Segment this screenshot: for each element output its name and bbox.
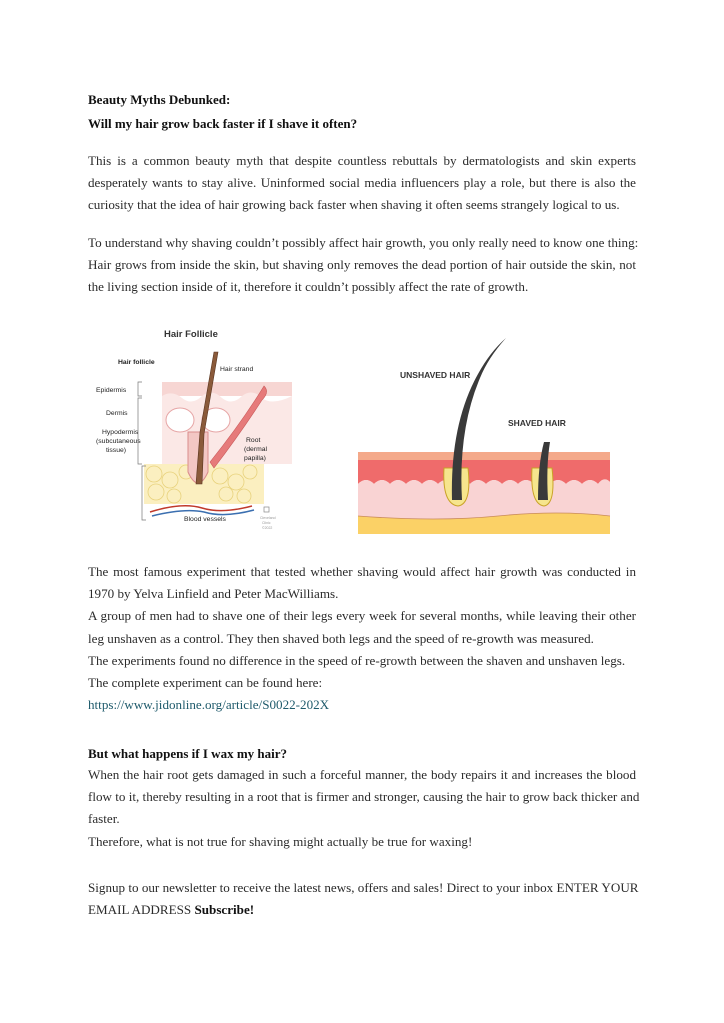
- label-epidermis: Epidermis: [96, 387, 127, 394]
- intro-line: curiosity that the idea of hair growing back faster when shaving it often seems strangely logical to us.: [88, 197, 620, 213]
- article-title: Beauty Myths Debunked:: [88, 92, 231, 107]
- explanation-line: To understand why shaving couldn’t possibly affect hair growth, you only really need to know one thing:: [88, 235, 639, 250]
- explanation-line: the living section inside of it, therefore it couldn’t possibly affect the rate of growth.: [88, 279, 529, 295]
- waxing-paragraph: [88, 764, 640, 853]
- label-hypodermis: (subcutaneous: [96, 438, 141, 445]
- newsletter-line: Signup to our newsletter to receive the latest news, offers and sales! Direct to your inbox ENTER YOUR: [88, 880, 639, 895]
- experiment-line: The most famous experiment that tested whether shaving would affect hair growth was conducted in: [88, 564, 636, 579]
- email-address-prompt[interactable]: EMAIL ADDRESS: [88, 902, 195, 918]
- experiment-paragraph: [88, 561, 636, 716]
- label-root: papilla): [244, 455, 266, 462]
- label-root: Root: [246, 437, 261, 444]
- explanation-line: Hair grows from inside the skin, but shaving only removes the dead portion of hair outside the skin, not: [88, 257, 636, 273]
- newsletter-line: [88, 899, 636, 921]
- experiment-line: 1970 by Yelva Linfield and Peter MacWilliams.: [88, 586, 339, 602]
- newsletter-paragraph: [88, 877, 639, 921]
- follicle-title: Hair Follicle: [164, 329, 218, 340]
- label-blood-vessels: Blood vessels: [184, 516, 226, 523]
- credit-text: Clinic: [262, 521, 271, 525]
- explanation-paragraph: [88, 232, 639, 299]
- waxing-heading: But what happens if I wax my hair?: [88, 746, 288, 761]
- label-dermis: Dermis: [106, 410, 128, 417]
- experiment-line: A group of men had to shave one of their legs every week for several months, while leaving their other: [88, 608, 636, 624]
- waxing-line: Therefore, what is not true for shaving might actually be true for waxing!: [88, 833, 473, 849]
- credit-text: ©2022: [262, 526, 273, 530]
- unshaved-hair-label: UNSHAVED HAIR: [400, 370, 471, 380]
- subscribe-button[interactable]: Subscribe!: [194, 902, 255, 918]
- label-hypodermis: Hypodermis: [102, 429, 139, 436]
- label-hair-strand: Hair strand: [220, 366, 254, 373]
- label-hair-follicle: Hair follicle: [118, 359, 155, 366]
- article-subtitle: Will my hair grow back faster if I shave it often?: [88, 116, 358, 131]
- waxing-line: When the hair root gets damaged in such a forceful manner, the body repairs it and increases the blood: [88, 767, 636, 782]
- label-root: (dermal: [244, 446, 268, 453]
- waxing-line: faster.: [88, 811, 120, 827]
- sebaceous-gland: [166, 408, 194, 432]
- intro-line: This is a common beauty myth that despite countless rebuttals by dermatologists and skin experts: [88, 153, 636, 168]
- experiment-line: leg unshaven as a control. They then shaved both legs and the speed of re-growth was measured.: [88, 630, 594, 646]
- label-hypodermis: tissue): [106, 447, 127, 454]
- shaved-hair-label: SHAVED HAIR: [508, 418, 566, 428]
- waxing-line: flow to it, thereby resulting in a root that is firmer and stronger, causing the hair to grow back thicker and: [88, 789, 640, 805]
- hair-follicle-illustration: [92, 322, 292, 537]
- clinic-logo-icon: [264, 507, 269, 512]
- intro-line: desperately wants to stay alive. Uninformed social media influencers play a role, but there is also the: [88, 175, 636, 191]
- experiment-link[interactable]: https://www.jidonline.org/article/S0022-202X: [88, 697, 330, 713]
- epidermis-layer: [162, 382, 292, 396]
- experiment-line: The complete experiment can be found here:: [88, 675, 323, 691]
- intro-paragraph: [88, 150, 636, 217]
- shaved-vs-unshaved-illustration: [358, 334, 610, 534]
- credit-text: Cleveland: [260, 516, 276, 520]
- experiment-line: The experiments found no difference in the speed of re-growth between the shaven and unshaven legs.: [88, 652, 626, 668]
